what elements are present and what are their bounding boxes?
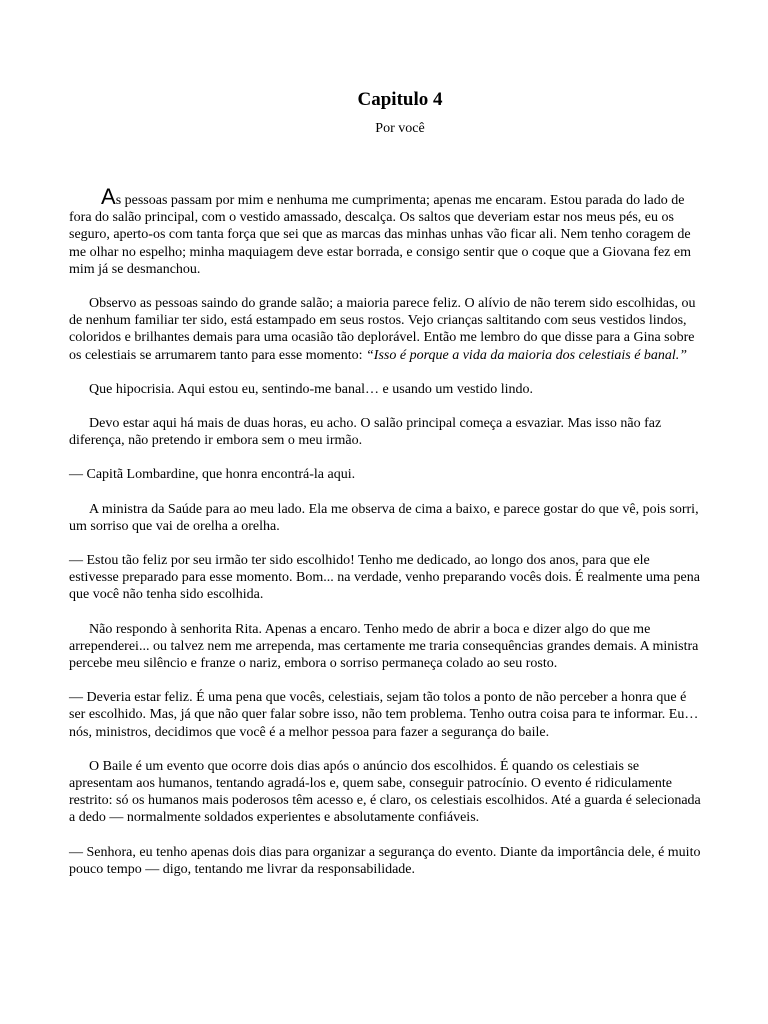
paragraph-4: Devo estar aqui há mais de duas horas, eu acho. O salão principal começa a esvaziar. Mas isso não faz diferença, não pretendo ir embora sem o meu irmão. [69,416,662,449]
paragraph-6: A ministra da Saúde para ao meu lado. Ela me observa de cima a baixo, e parece gostar do que vê, pois sorri, um sorriso que vai de orelha a orelha. [69,501,699,534]
chapter-body [69,184,701,878]
dialogue-line-3: — Deveria estar feliz. É uma pena que vocês, celestiais, sejam tão tolos a ponto de não perceber a honra que é ser escolhido. Mas, já que não quer falar sobre isso, não tem problema. Tenho outra coisa para te informar. Eu… nós, ministros, decidimos que você é a melhor pessoa para fazer a segurança do baile. [69,690,699,740]
quote-italic: “Isso é porque a vida da maioria dos celestiais é banal.” [366,347,688,363]
dialogue-line-1: — Capitã Lombardine, que honra encontrá-la aqui. [69,467,356,483]
paragraph-10: O Baile é um evento que ocorre dois dias após o anúncio dos escolhidos. É quando os celestiais se apresentam aos humanos, tentando agradá-los e, quem sabe, conseguir patrocínio. O evento é ridiculamente restrito: só os humanos mais poderosos têm acesso e, é claro, os celestiais escolhidos. Até a guarda é selecionada a dedo — normalmente soldados experientes e absolutamente confiáveis. [69,758,701,826]
paragraph-8: Não respondo à senhorita Rita. Apenas a encaro. Tenho medo de abrir a boca e dizer algo do que me arrependerei... ou talvez nem me arrependa, mas certamente me traria consequências grandes demais. A ministra percebe meu silêncio e franze o nariz, embora o sorriso permaneça colado ao seu rosto. [69,621,699,672]
dialogue-line-2: — Estou tão feliz por seu irmão ter sido escolhido! Tenho me dedicado, ao longo dos anos, para que ele estivesse preparado para esse momento. Bom... na verdade, venho preparando vocês dois. É realmente uma pena que você não tenha sido escolhida. [69,553,700,603]
paragraph-2 [69,295,701,364]
chapter-subtitle: Por você [375,121,425,136]
paragraph-1 [69,184,701,278]
drop-cap: A [101,184,116,209]
paragraph-3: Que hipocrisia. Aqui estou eu, sentindo-me banal… e usando um vestido lindo. [89,381,534,397]
paragraph-text: Observo as pessoas saindo do grande salão; a maioria parece feliz. O alívio de não terem sido escolhidas, ou de nenhum familiar ter sido, está estampado em seus rostos. Vejo crianças saltitando com seus vestidos lindos, coloridos e brilhantes demais para uma ocasião tão deplorável. Então me lembro do que disse para a Gina sobre os celestiais se arrumarem tanto para esse momento: [69,296,696,363]
chapter-title: Capitulo 4 [357,89,443,110]
paragraph-text: s pessoas passam por mim e nenhuma me cumprimenta; apenas me encaram. Estou parada do lado de fora do salão principal, com o vestido amassado, descalça. Os saltos que deveriam estar nos meus pés, eu os seguro, aperto-os com tanta força que sei que as marcas das minhas unhas vão ficar ali. Nem tenho coragem de me olhar no espelho; minha maquiagem deve estar borrada, e consigo sentir que o coque que a Giovana fez em mim já se desmanchou. [69,193,691,277]
document-page [69,88,701,895]
dialogue-line-4: — Senhora, eu tenho apenas dois dias para organizar a segurança do evento. Diante da importância dele, é muito pouco tempo — digo, tentando me livrar da responsabilidade. [69,844,701,877]
